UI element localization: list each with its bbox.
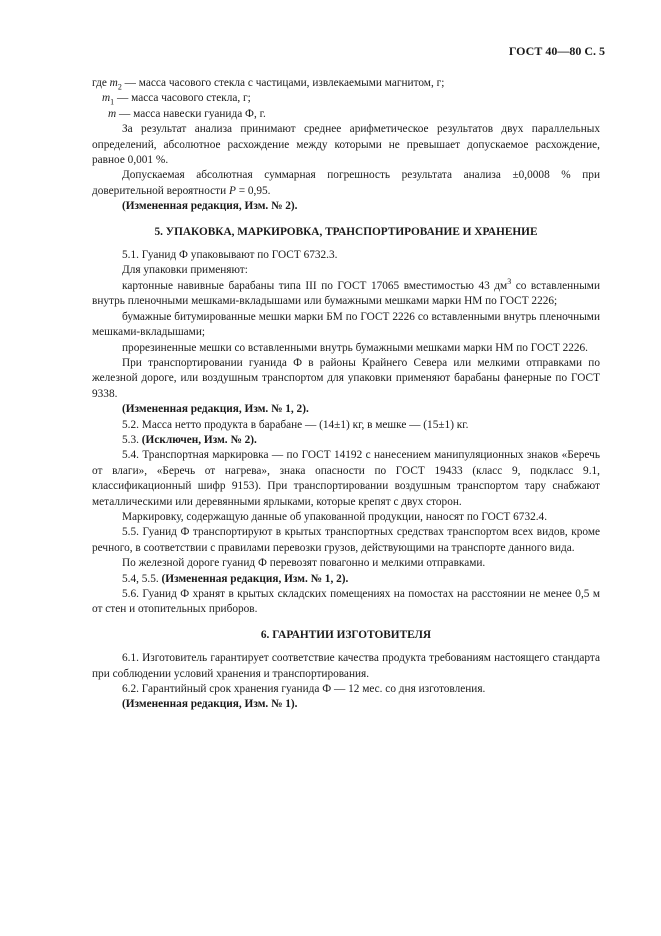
clause-6-1: 6.1. Изготовитель гарантирует соответствие качества продукта требованиям настоящего стандарта при соблюдении условий хранения и транспортирования. — [92, 652, 600, 680]
packaging-bitumen-bags: бумажные битумированные мешки марки БМ по ГОСТ 2226 со вставленными внутрь пленочными мешками-вкладышами; — [92, 310, 600, 339]
page-header: ГОСТ 40—80 С. 5 — [508, 44, 605, 58]
edition-note-3: (Измененная редакция, Изм. № 1). — [122, 698, 298, 711]
paragraph-error: Допускаемая абсолютная суммарная погрешность результата анализа ±0,0008 % при доверительной вероятности P = 0,95. — [92, 169, 600, 197]
edition-note-1: (Измененная редакция, Изм. № 2). — [122, 200, 298, 213]
clause-5-6: 5.6. Гуанид Ф хранят в крытых складских помещениях на помостах на расстоянии не менее 0,5 м от стен и отопительных приборов. — [92, 588, 600, 616]
clause-5-1-intro: Для упаковки применяют: — [122, 264, 248, 277]
document-body — [92, 76, 600, 713]
clause-6-2: 6.2. Гарантийный срок хранения гуанида Ф — 12 мес. со дня изготовления. — [122, 683, 486, 696]
definition-m1: $m_1$ — масса часового стекла, г; — [102, 92, 251, 107]
clause-5-1: 5.1. Гуанид Ф упаковывают по ГОСТ 6732.3. — [122, 249, 338, 262]
edition-note-2: (Измененная редакция, Изм. № 1, 2). — [122, 403, 309, 416]
packaging-drums: картонные навивные барабаны типа III по ГОСТ 17065 вместимостью 43 $дм^3$ со вставленными внутрь пленочными мешками-вкладышами или бумажными мешками марки НМ по ГОСТ 2226; — [92, 277, 600, 308]
packaging-rubberized-bags: прорезиненные мешки со вставленными внутрь бумажными мешками марки НМ по ГОСТ 2226. — [122, 341, 589, 354]
definition-m2: где $m_2$ — масса часового стекла с частицами, извлекаемыми магнитом, г; — [92, 77, 445, 92]
clause-5-2: 5.2. Масса нетто продукта в барабане — (14±1) кг, в мешке — (15±1) кг. — [122, 418, 469, 431]
clause-5-4: 5.4. Транспортная маркировка — по ГОСТ 14192 с нанесением манипуляционных знаков «Беречь от влаги», «Беречь от нагрева», знака опасности по ГОСТ 19433 (класс 9, подкласс 9.1, классификационный шифр 9153). При транспортировании воздушным транспортом тару снабжают металлическими или деревянными ярлыками, которые крепят с двух сторон. — [92, 449, 600, 508]
paragraph-marking: Маркировку, содержащую данные об упакованной продукции, наносят по ГОСТ 6732.4. — [122, 510, 548, 523]
paragraph-result: За результат анализа принимают среднее арифметическое результатов двух параллельных определений, абсолютное расхождение между которыми не превышает допускаемое расхождение, равное 0,001 %. — [92, 123, 600, 167]
clause-5-4-5-5-note: 5.4, 5.5. (Измененная редакция, Изм. № 1, 2). — [122, 572, 349, 585]
paragraph-rail: По железной дороге гуанид Ф перевозят повагонно и мелкими отправками. — [122, 557, 486, 570]
clause-5-5: 5.5. Гуанид Ф транспортируют в крытых транспортных средствах транспортом всех видов, кроме речного, в соответствии с правилами перевозки грузов, действующими на транспорте данного вида. — [92, 526, 600, 554]
section-5-title: 5. УПАКОВКА, МАРКИРОВКА, ТРАНСПОРТИРОВАНИЕ И ХРАНЕНИЕ — [154, 225, 538, 238]
definition-m: m — масса навески гуанида Ф, г. — [108, 107, 266, 120]
section-6-title: 6. ГАРАНТИИ ИЗГОТОВИТЕЛЯ — [260, 628, 432, 641]
paragraph-transport-north: При транспортировании гуанида Ф в районы Крайнего Севера или мелкими отправками по железной дороге, или воздушным транспортом для упаковки применяют барабаны фанерные по ГОСТ 9338. — [92, 356, 600, 400]
clause-5-3: 5.3. (Исключен, Изм. № 2). — [122, 433, 257, 446]
